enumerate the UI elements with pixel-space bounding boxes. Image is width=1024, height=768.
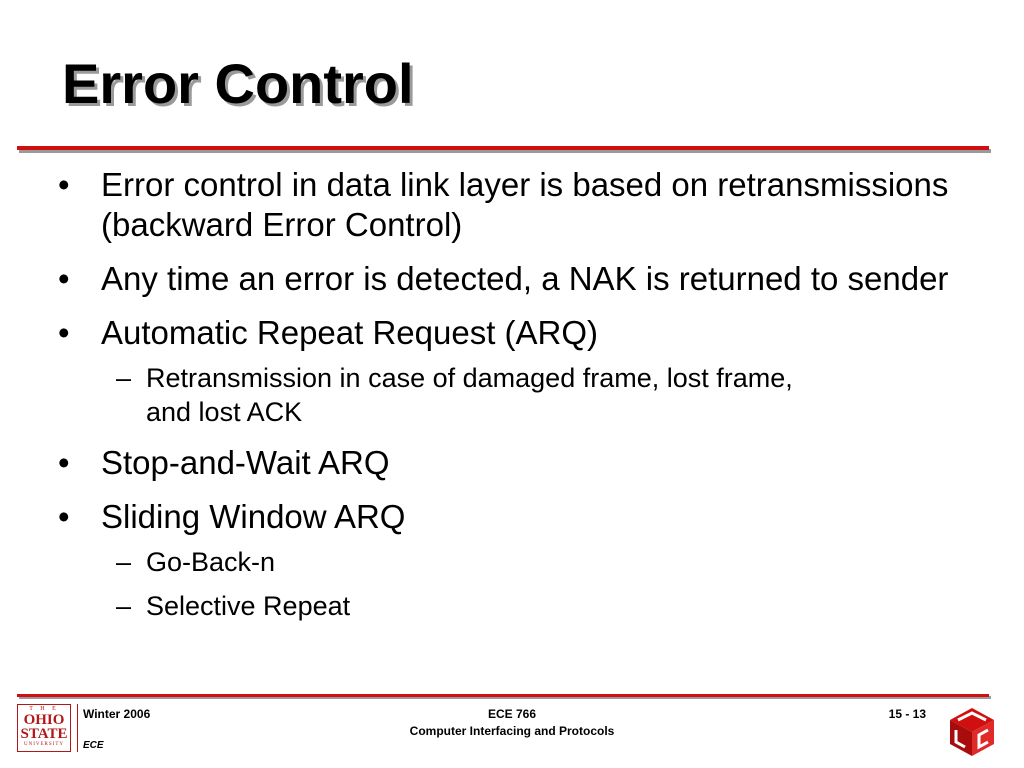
sub-bullet-item [101, 545, 964, 579]
sub-bullet-text: Selective Repeat [146, 591, 351, 621]
footer-logo-divider [77, 704, 78, 752]
sub-bullet-text: Retransmission in case of damaged frame, lost frame, and lost ACK [146, 363, 793, 427]
footer-divider [17, 694, 989, 697]
title-divider [17, 146, 989, 150]
sub-bullet-item [101, 589, 964, 623]
footer-dept: ECE [83, 740, 104, 751]
sub-bullet-list [101, 545, 964, 623]
osu-logo-university: UNIVERSITY [24, 742, 64, 747]
footer-page-number: 15 - 13 [888, 707, 926, 721]
osu-logo-ohio: OHIO [23, 712, 65, 728]
bullet-marker: • [58, 444, 70, 481]
bullet-item [0, 165, 1024, 245]
footer-course-name: Computer Interfacing and Protocols [409, 724, 615, 738]
bullet-item [0, 443, 1024, 483]
ece-cube-logo-icon [946, 706, 998, 758]
bullet-list [0, 165, 1024, 637]
bullet-marker: • [58, 260, 70, 297]
bullet-text: Error control in data link layer is based on retransmissions (backward Error Control) [101, 166, 949, 243]
bullet-text: Any time an error is detected, a NAK is returned to sender [101, 260, 949, 297]
footer-term: Winter 2006 [83, 707, 151, 721]
slide-title: Error Control [62, 52, 414, 115]
osu-logo-the: T H E [29, 706, 59, 712]
sub-bullet-marker: – [116, 591, 132, 621]
bullet-text: Sliding Window ARQ [101, 498, 406, 535]
bullet-item [0, 313, 1024, 429]
bullet-item [0, 259, 1024, 299]
sub-bullet-marker: – [116, 547, 132, 577]
sub-bullet-list [101, 361, 964, 429]
sub-bullet-marker: – [116, 363, 132, 393]
sub-bullet-item [101, 361, 964, 429]
osu-logo-state: STATE [20, 726, 68, 742]
bullet-marker: • [58, 166, 70, 203]
bullet-text: Automatic Repeat Request (ARQ) [101, 314, 599, 351]
sub-bullet-text: Go-Back-n [146, 547, 276, 577]
footer-course: ECE 766 [487, 707, 537, 721]
bullet-item [0, 497, 1024, 623]
osu-logo [17, 704, 71, 752]
bullet-marker: • [58, 498, 70, 535]
bullet-marker: • [58, 314, 70, 351]
bullet-text: Stop-and-Wait ARQ [101, 444, 390, 481]
